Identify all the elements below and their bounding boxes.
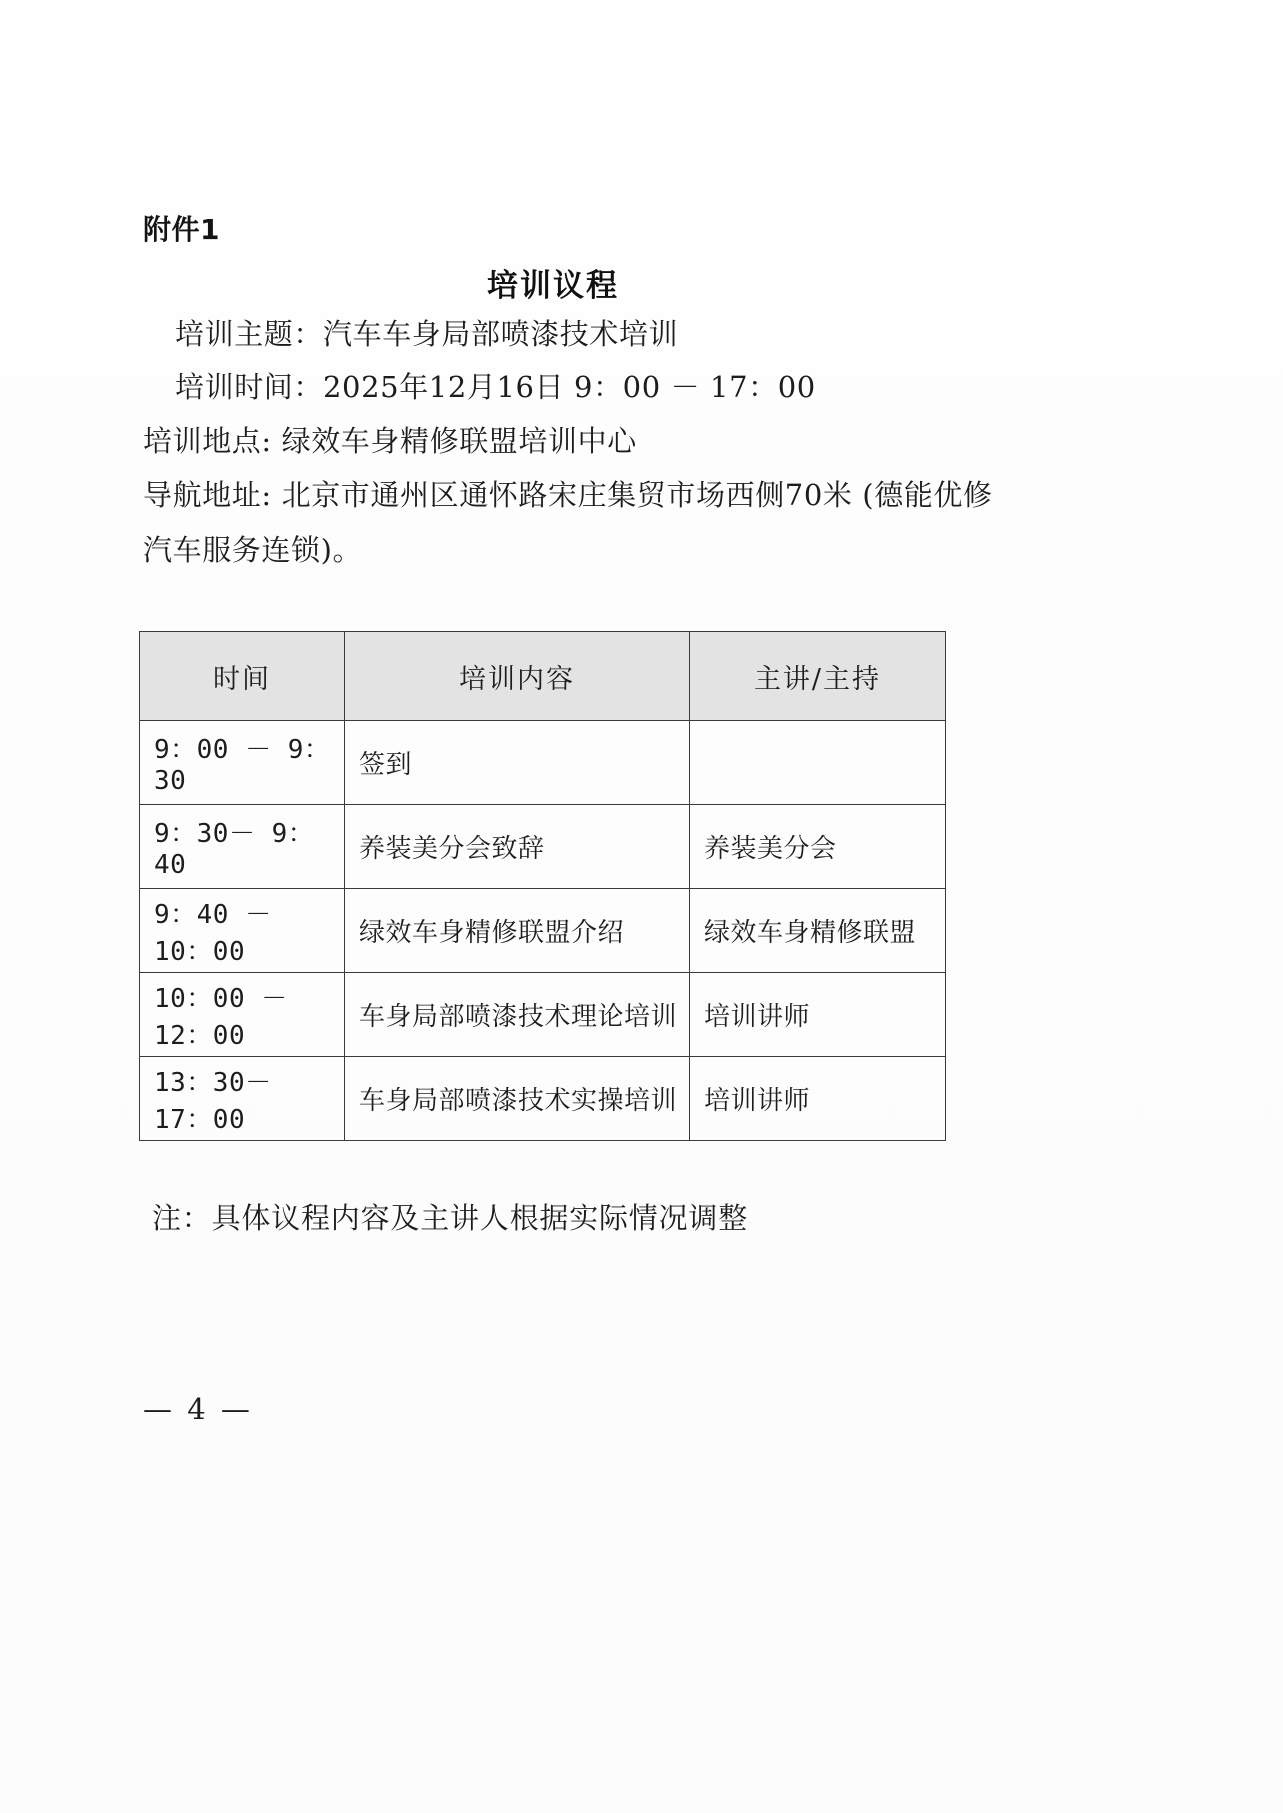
footnote: 注：具体议程内容及主讲人根据实际情况调整 [152, 1201, 749, 1235]
cell-content: 车身局部喷漆技术理论培训 [345, 973, 690, 1057]
navigation-address-line-1: 导航地址: 北京市通州区通怀路宋庄集贸市场西侧70米 (德能优修 [143, 478, 993, 512]
training-time-line: 培训时间：2025年12月16日 9：00 － 17：00 [175, 370, 816, 404]
table-row [140, 721, 946, 805]
column-header-time: 时间 [140, 632, 345, 721]
cell-host: 培训讲师 [690, 1057, 946, 1141]
training-topic-line: 培训主题：汽车车身局部喷漆技术培训 [175, 317, 679, 351]
cell-time: 9：00 － 9：30 [140, 721, 345, 805]
cell-content: 绿效车身精修联盟介绍 [345, 889, 690, 973]
attachment-label: 附件1 [143, 213, 220, 246]
cell-host: 绿效车身精修联盟 [690, 889, 946, 973]
cell-host [690, 721, 946, 805]
cell-content: 签到 [345, 721, 690, 805]
training-place-line: 培训地点: 绿效车身精修联盟培训中心 [143, 424, 637, 458]
page-number: — 4 — [143, 1392, 253, 1426]
cell-time: 13：30－ 17：00 [140, 1057, 345, 1141]
table-row [140, 1057, 946, 1141]
table-header-row [140, 632, 946, 721]
cell-host: 培训讲师 [690, 973, 946, 1057]
cell-host: 养装美分会 [690, 805, 946, 889]
page-title: 培训议程 [487, 268, 619, 304]
table-row [140, 805, 946, 889]
cell-content: 养装美分会致辞 [345, 805, 690, 889]
cell-time: 10：00 － 12：00 [140, 973, 345, 1057]
table-row [140, 973, 946, 1057]
cell-time: 9：30－ 9：40 [140, 805, 345, 889]
cell-content: 车身局部喷漆技术实操培训 [345, 1057, 690, 1141]
cell-time: 9：40 － 10：00 [140, 889, 345, 973]
table-row [140, 889, 946, 973]
agenda-table [139, 631, 946, 1141]
column-header-content: 培训内容 [345, 632, 690, 721]
column-header-host: 主讲/主持 [690, 632, 946, 721]
navigation-address-line-2: 汽车服务连锁)。 [143, 533, 363, 567]
